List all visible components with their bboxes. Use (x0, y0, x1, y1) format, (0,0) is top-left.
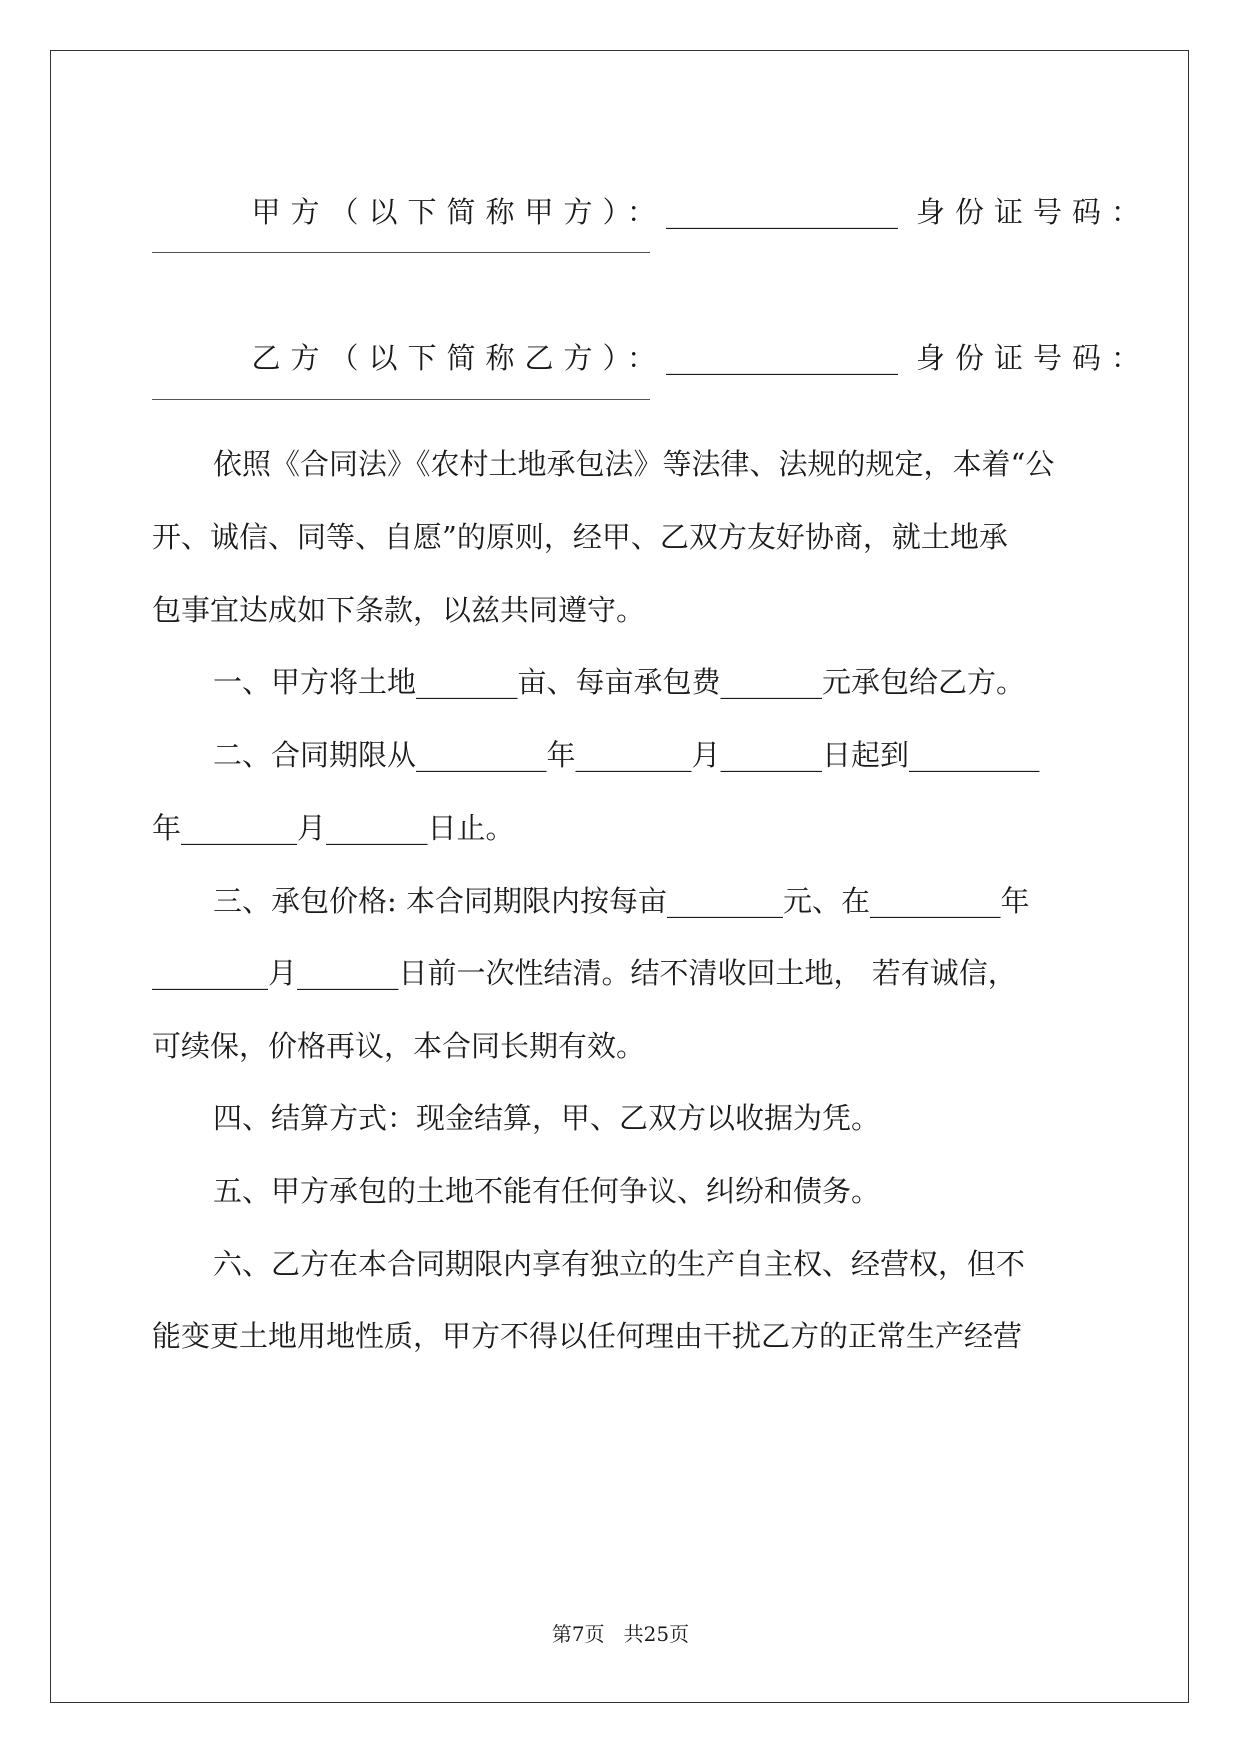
party-b-line (213, 298, 1150, 378)
clause-1: 一、甲方将土地_______亩、每亩承包费_______元承包给乙方。 (213, 665, 1026, 699)
clause-3-line-1: 三、承包价格: 本合同期限内按每亩________元、在_________年 (213, 884, 1030, 918)
intro-line-3: 包事宜达成如下条款，以兹共同遵守。 (152, 593, 646, 627)
party-b-id-label: 身份证号码： (915, 341, 1150, 375)
party-a-label: 甲方（以下简称甲方）： (251, 195, 666, 229)
party-a-id-blank (152, 252, 650, 253)
party-a-id-label: 身份证号码： (915, 195, 1150, 229)
clause-6-line-1: 六、乙方在本合同期限内享有独立的生产自主权、经营权，但不 (213, 1247, 1026, 1281)
party-b-name-blank: ________________ (665, 341, 898, 375)
clause-4: 四、结算方式：现金结算，甲、乙双方以收据为凭。 (213, 1101, 881, 1135)
clause-2-line-2: 年________月_______日止。 (152, 811, 515, 845)
clause-5: 五、甲方承包的土地不能有任何争议、纠纷和债务。 (213, 1174, 881, 1208)
intro-line-1: 依照《合同法》《农村土地承包法》等法律、法规的规定，本着“公 (213, 447, 1055, 481)
party-a-line (213, 152, 1150, 232)
page-number: 第7页 共25页 (551, 1622, 690, 1646)
clause-3-line-3: 可续保，价格再议，本合同长期有效。 (152, 1029, 646, 1063)
clause-6-line-2: 能变更土地用地性质，甲方不得以任何理由干扰乙方的正常生产经营 (152, 1319, 1023, 1353)
party-a-name-blank: ________________ (665, 195, 898, 229)
clause-2-line-1: 二、合同期限从_________年________月_______日起到_________ (213, 738, 1040, 772)
party-b-label: 乙方（以下简称乙方）： (251, 341, 666, 375)
intro-line-2: 开、诚信、同等、自愿”的原则，经甲、乙双方友好协商，就土地承 (152, 520, 1008, 554)
party-b-id-blank (152, 399, 650, 400)
clause-3-line-2: ________月_______日前一次性结清。结不清收回土地， 若有诚信， (152, 956, 1017, 990)
